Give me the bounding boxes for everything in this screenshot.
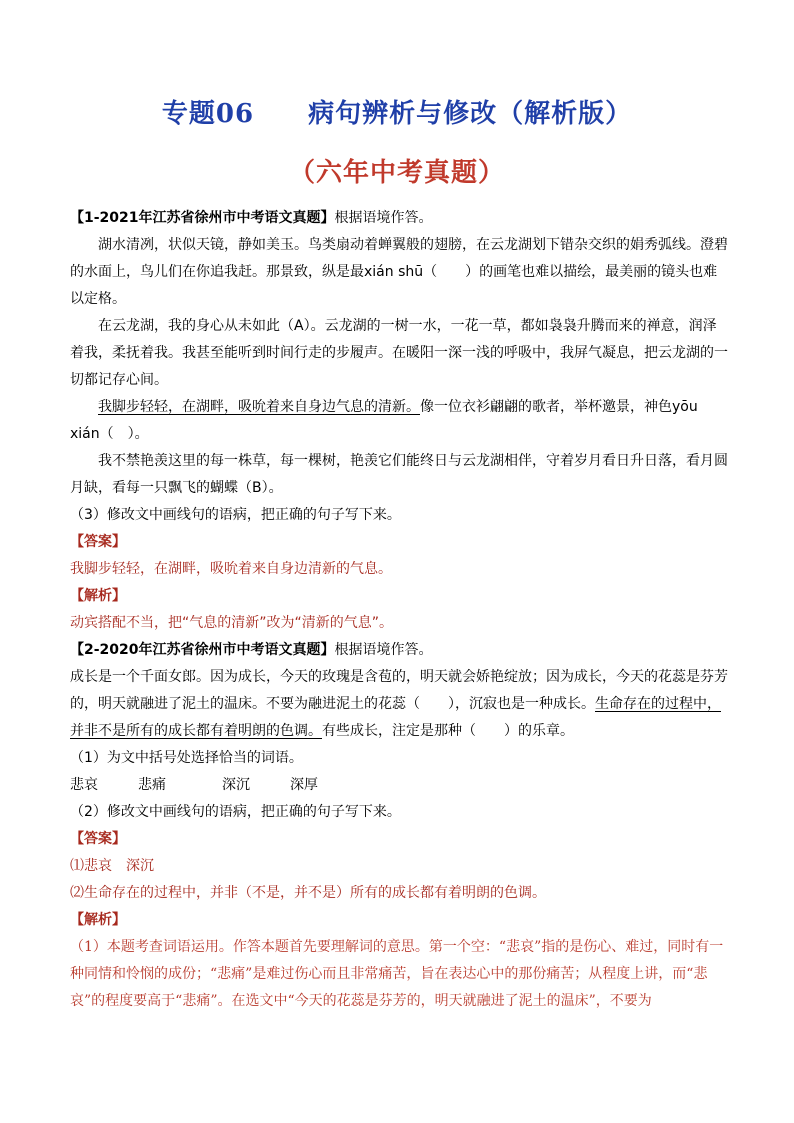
q1-analysis-label: 【解析】 — [70, 588, 126, 604]
q2-question-1: （1）为文中括号处选择恰当的词语。 — [70, 750, 303, 766]
q2-source: 【2-2020年江苏省徐州市中考语文真题】 — [70, 642, 335, 658]
q1-instruction: 根据语境作答。 — [334, 210, 433, 226]
q1-paragraph-3-rest: 像一位衣衫翩翩的歌者，举杯邀景，神色yōu xián（ ）。 — [70, 399, 698, 442]
q2-instruction: 根据语境作答。 — [334, 642, 433, 658]
q1-answer: 我脚步轻轻，在湖畔，吸吮着来自身边清新的气息。 — [70, 561, 392, 577]
document-subtitle: （六年中考真题） — [288, 158, 505, 188]
q2-answer-1: ⑴悲哀 深沉 — [70, 858, 154, 874]
document-body — [70, 205, 730, 1015]
q2-answer-label: 【答案】 — [70, 831, 126, 847]
q1-question-3: （3）修改文中画线句的语病，把正确的句子写下来。 — [70, 507, 401, 523]
q2-analysis-label: 【解析】 — [70, 912, 126, 928]
option-2: 悲痛 — [138, 777, 166, 793]
q1-header — [70, 205, 730, 232]
document-title: 专题06 病句辨析与修改（解析版） — [161, 99, 633, 129]
option-1: 悲哀 — [70, 777, 98, 793]
q2-answer-2: ⑵生命存在的过程中，并非（不是，并不是）所有的成长都有着明朗的色调。 — [70, 885, 546, 901]
q2-paragraph-1-a: 成长是一个千面女郎。因为成长，今天的玫瑰是含苞的，明天就会娇艳绽放；因为成长，今天的花蕊是芬芳的，明天就融进了泥土的温床。不要为融进泥土的花蕊（ ），沉寂也是一种成长。 — [70, 669, 728, 712]
q2-analysis: （1）本题考查词语运用。作答本题首先要理解词的意思。第一个空：“悲哀”指的是伤心、难过，同时有一种同情和怜悯的成份；“悲痛”是难过伤心而且非常痛苦，旨在表达心中的那份痛苦；从程度上讲，而“悲哀”的程度要高于“悲痛”。在选文中“今天的花蕊是芬芳的，明天就融进了泥土的温床”，不要为 — [70, 939, 724, 1009]
q1-underlined-sentence: 我脚步轻轻，在湖畔，吸吮着来自身边气息的清新。 — [98, 399, 420, 415]
q2-header — [70, 637, 730, 664]
q1-paragraph-1: 湖水清冽，状似天镜，静如美玉。鸟类扇动着蝉翼般的翅膀，在云龙湖划下错杂交织的娟秀弧线。澄碧的水面上，鸟儿们在你追我赶。那景致，纵是最xián shū（ ）的画笔也难以描绘，最美丽的镜头也难以定格。 — [70, 237, 728, 307]
q1-source: 【1-2021年江苏省徐州市中考语文真题】 — [70, 210, 335, 226]
q1-paragraph-3 — [70, 394, 730, 448]
q2-question-2: （2）修改文中画线句的语病，把正确的句子写下来。 — [70, 804, 401, 820]
q1-answer-label: 【答案】 — [70, 534, 126, 550]
q1-paragraph-4: 我不禁艳羡这里的每一株草，每一棵树，艳羡它们能终日与云龙湖相伴，守着岁月看日升日落，看月圆月缺，看每一只飘飞的蝴蝶（B）。 — [70, 453, 728, 496]
option-3: 深沉 — [222, 777, 250, 793]
q2-underlined-sentence: 生命存在的过程中，并非不是所有的成长都有着明朗的色调。 — [70, 696, 721, 739]
option-4: 深厚 — [290, 777, 318, 793]
q2-paragraph-1 — [70, 664, 730, 745]
q1-paragraph-2: 在云龙湖，我的身心从未如此（A）。云龙湖的一树一水，一花一草，都如袅袅升腾而来的禅意，润泽着我，柔抚着我。我甚至能听到时间行走的步履声。在暖阳一深一浅的呼吸中，我屏气凝息，把云龙湖的一切都记存心间。 — [70, 318, 728, 388]
q2-paragraph-1-rest: 有些成长，注定是那种（ ）的乐章。 — [322, 723, 574, 739]
q1-analysis: 动宾搭配不当，把“气息的清新”改为“清新的气息”。 — [70, 615, 394, 631]
q2-options — [70, 772, 730, 799]
